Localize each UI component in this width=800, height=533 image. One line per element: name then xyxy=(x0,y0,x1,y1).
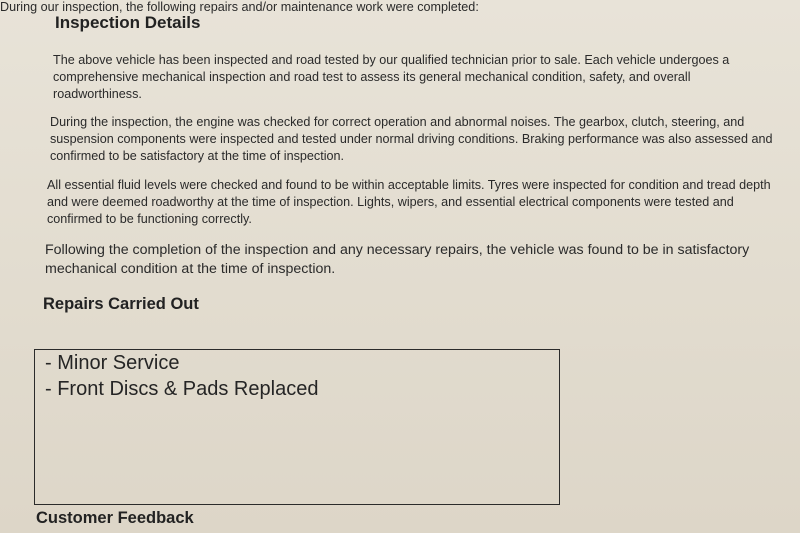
inspection-paragraph-conclusion: Following the completion of the inspection and any necessary repairs, the vehicle was found to be in satisfactory mechanical condition at the time of inspection. xyxy=(45,242,750,277)
inspection-details-heading: Inspection Details xyxy=(55,13,201,32)
inspection-paragraph-fluids: All essential fluid levels were checked and found to be within acceptable limits. Tyres were inspected for condition and tread depth and were deemed roadworthy at the time of inspection. Lights, wipers, and essential electrical components were tested and confirmed to be functioning correctly. xyxy=(47,178,771,226)
repairs-carried-out-heading: Repairs Carried Out xyxy=(43,295,199,313)
repairs-intro-text: During our inspection, the following repairs and/or maintenance work were completed: xyxy=(0,0,479,14)
inspection-paragraph-overview: The above vehicle has been inspected and road tested by our qualified technician prior to sale. Each vehicle undergoes a comprehensive mechanical inspection and road test to assess its general mechanical condition, safety, and overall roadworthiness. xyxy=(53,53,730,101)
customer-feedback-heading: Customer Feedback xyxy=(36,509,194,527)
repair-item-minor-service: - Minor Service xyxy=(45,352,180,374)
repairs-box xyxy=(34,349,560,505)
repair-item-front-discs-pads: - Front Discs & Pads Replaced xyxy=(45,378,319,400)
inspection-paragraph-engine: During the inspection, the engine was checked for correct operation and abnormal noises. The gearbox, clutch, steering, and suspension components were inspected and tested under normal driving conditions. Braking performance was also assessed and confirmed to be satisfactory at the time of inspection. xyxy=(50,115,773,163)
